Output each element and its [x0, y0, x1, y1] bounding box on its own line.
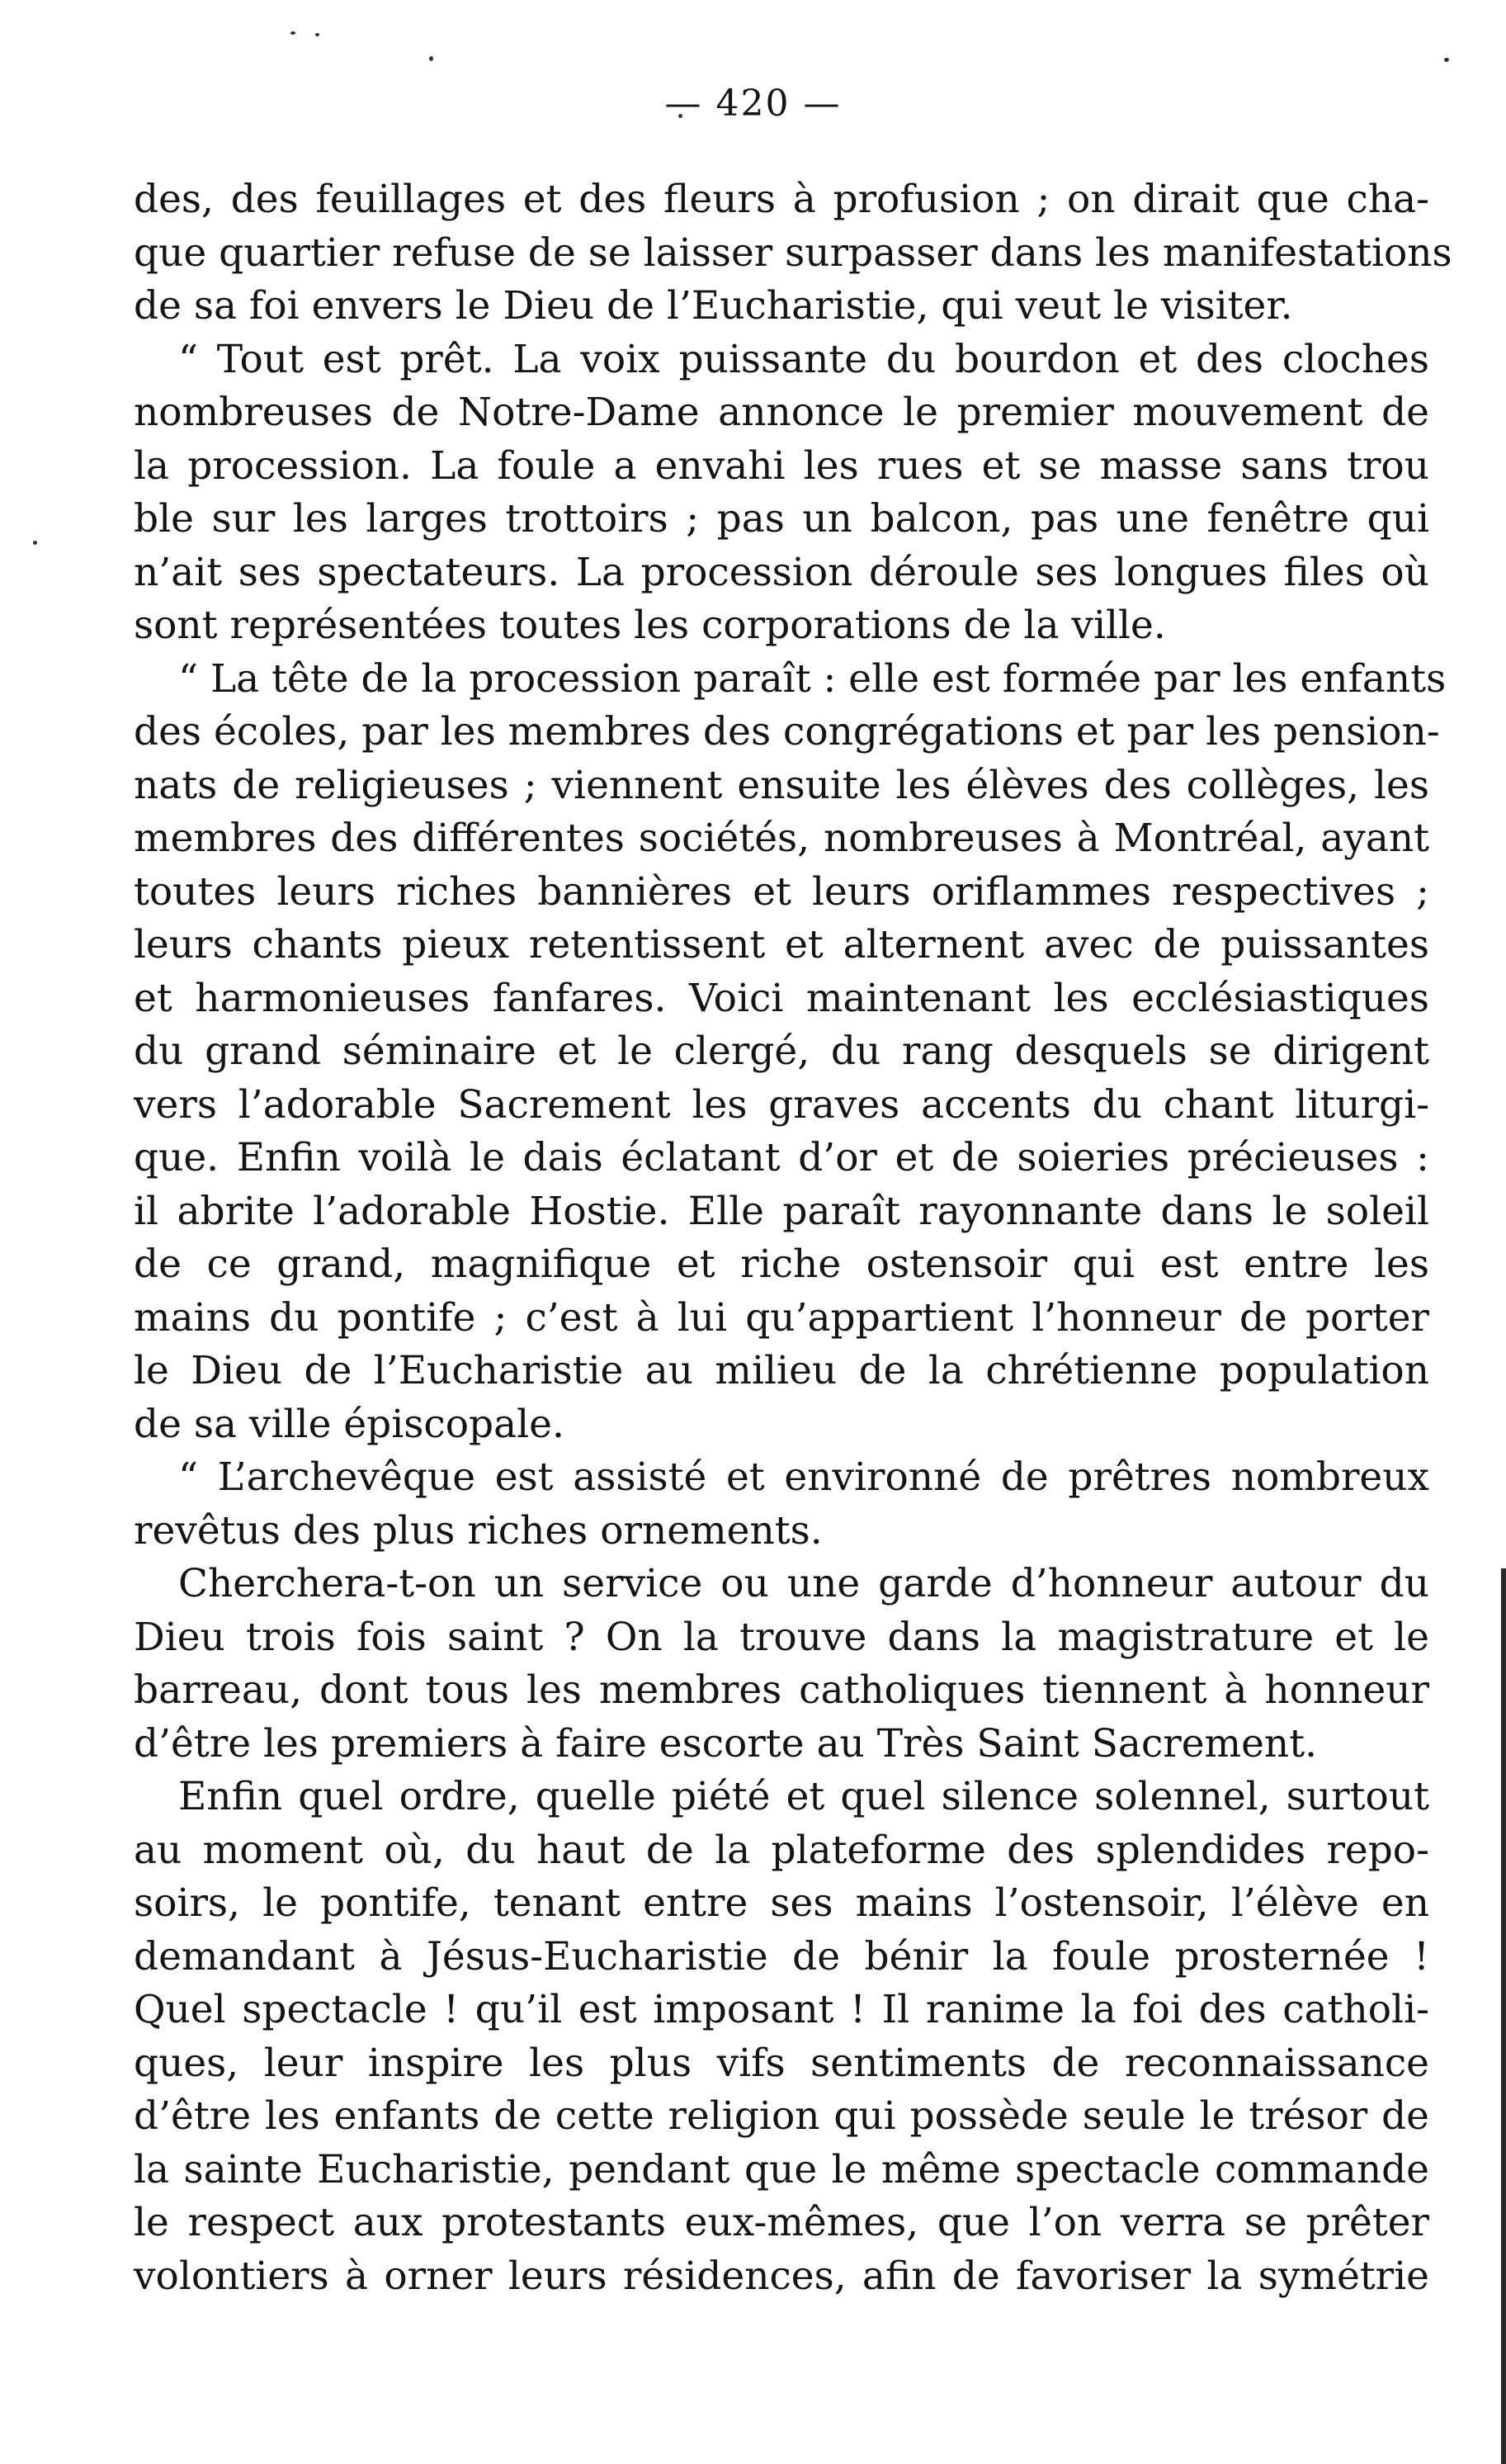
ink-speck	[290, 31, 295, 35]
text-line: de sa foi envers le Dieu de l’Eucharistie, qui veut le visiter.	[134, 283, 1293, 329]
text-line: vers l’adorable Sacrement les graves accents du chant liturgi-	[134, 1081, 1429, 1128]
body-text	[134, 173, 1452, 2303]
text-line: soirs, le pontife, tenant entre ses mains l’ostensoir, l’élève en	[134, 1880, 1429, 1926]
text-line: la procession. La foule a envahi les rues et se masse sans trou	[134, 442, 1429, 489]
text-line: mains du pontife ; c’est à lui qu’appartient l’honneur de porter	[134, 1294, 1429, 1341]
text-line: d’être les enfants de cette religion qui possède seule le trésor de	[134, 2093, 1429, 2139]
text-line: le respect aux protestants eux-mêmes, que l’on verra se prêter	[134, 2200, 1429, 2245]
text-line: il abrite l’adorable Hostie. Elle paraît rayonnante dans le soleil	[134, 1188, 1429, 1234]
text-line: Cherchera-t-on un service ou une garde d’honneur autour du	[178, 1561, 1429, 1606]
text-line: barreau, dont tous les membres catholiques tiennent à honneur	[134, 1667, 1429, 1713]
text-line: “ L’archevêque est assisté et environné de prêtres nombreux	[178, 1454, 1429, 1500]
text-line: membres des différentes sociétés, nombreuses à Montréal, ayant	[134, 816, 1429, 861]
text-line: de sa ville épiscopale.	[134, 1401, 564, 1447]
text-line: ble sur les larges trottoirs ; pas un balcon, pas une fenêtre qui	[134, 496, 1429, 542]
text-line: du grand séminaire et le clergé, du rang desquels se dirigent	[134, 1029, 1429, 1074]
text-line: revêtus des plus riches ornements.	[134, 1507, 823, 1554]
text-line: demandant à Jésus-Eucharistie de bénir la foule prosternée !	[134, 1933, 1429, 1979]
text-line: que. Enfin voilà le dais éclatant d’or et de soieries précieuses :	[134, 1135, 1429, 1180]
ink-speck	[429, 56, 433, 61]
text-line: nats de religieuses ; viennent ensuite les élèves des collèges, les	[134, 762, 1429, 808]
text-line: le Dieu de l’Eucharistie au milieu de la chrétienne population	[134, 1348, 1429, 1393]
text-line: ques, leur inspire les plus vifs sentiments de reconnaissance	[134, 2040, 1429, 2086]
ink-speck	[315, 33, 319, 36]
text-line: “ La tête de la procession paraît : elle est formée par les enfants	[178, 655, 1447, 702]
text-line: des, des feuillages et des fleurs à profusion ; on dirait que cha-	[134, 177, 1429, 222]
ink-speck	[33, 541, 37, 545]
scan-edge	[1501, 1568, 1506, 2464]
text-line: de ce grand, magnifique et riche ostensoir qui est entre les	[134, 1241, 1429, 1287]
page-number: — 420 —	[664, 83, 842, 125]
text-line: Dieu trois fois saint ? On la trouve dans la magistrature et le	[134, 1614, 1429, 1660]
text-line: toutes leurs riches bannières et leurs oriflammes respectives ;	[134, 868, 1429, 915]
text-line: nombreuses de Notre-Dame annonce le premier mouvement de	[134, 390, 1429, 435]
text-line: Quel spectacle ! qu’il est imposant ! Il ranime la foi des catholi-	[134, 1987, 1429, 2032]
text-line: d’être les premiers à faire escorte au Très Saint Sacrement.	[134, 1720, 1318, 1766]
text-line: sont représentées toutes les corporations de la ville.	[134, 603, 1166, 648]
text-line: au moment où, du haut de la plateforme des splendides repo-	[134, 1827, 1429, 1873]
ink-speck	[1444, 58, 1449, 62]
text-line: et harmonieuses fanfares. Voici maintenant les ecclésiastiques	[134, 975, 1429, 1021]
text-line: que quartier refuse de se laisser surpasser dans les manifestations	[134, 229, 1452, 276]
text-line: Enfin quel ordre, quelle piété et quel silence solennel, surtout	[178, 1774, 1429, 1819]
text-line: leurs chants pieux retentissent et alternent avec de puissantes	[134, 922, 1429, 967]
text-line: des écoles, par les membres des congrégations et par les pension-	[134, 709, 1440, 754]
text-line: n’ait ses spectateurs. La procession déroule ses longues files où	[134, 549, 1429, 595]
text-line: volontiers à orner leurs résidences, afin de favoriser la symétrie	[134, 2253, 1429, 2299]
text-line: “ Tout est prêt. La voix puissante du bourdon et des cloches	[178, 336, 1429, 382]
text-line: la sainte Eucharistie, pendant que le même spectacle commande	[134, 2146, 1429, 2192]
